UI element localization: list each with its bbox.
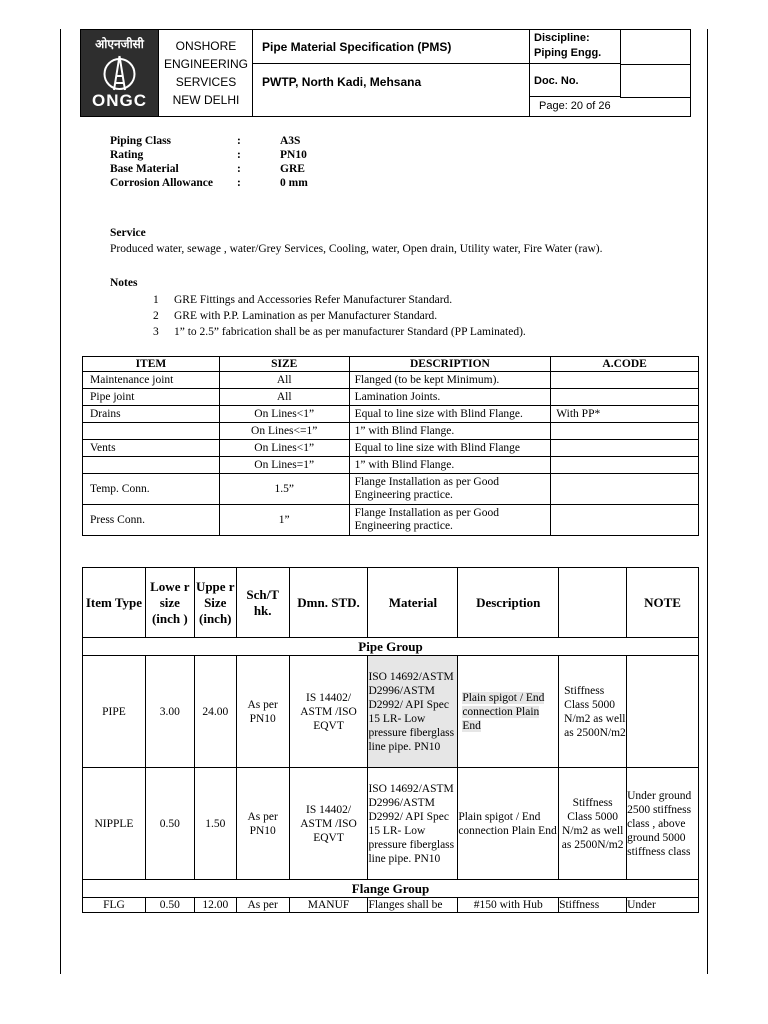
upper-size-cell: 24.00 [194,656,236,768]
description-cell: Equal to line size with Blind Flange. [349,406,551,423]
note-number: 1 [153,294,159,306]
material-cell: ISO 14692/ASTM D2996/ASTM D2992/ API Spec 15 LR- Low pressure fiberglass line pipe. PN10 [368,768,458,880]
service-text: Produced water, sewage , water/Grey Services, Cooling, water, Open drain, Utility water, Fire Water (raw). [110,243,603,255]
info-sep: : [237,177,241,189]
doc-no-label: Doc. No. [529,64,620,97]
flange-group-label: Flange Group [83,880,699,898]
col-header-sch-thk: Sch/T hk. [236,568,289,638]
note-cell: Under ground 2500 stiffness class , above ground 5000 stiffness class [627,768,699,880]
info-sep: : [237,163,241,175]
material-cell: ISO 14692/ASTM D2996/ASTM D2992/ API Spec 15 LR- Low pressure fiberglass line pipe. PN10 [368,656,458,768]
size-cell: All [219,372,349,389]
col-header-material: Material [368,568,458,638]
col-header-acode: A.CODE [551,357,699,372]
note-text: GRE Fittings and Accessories Refer Manufacturer Standard. [174,294,453,306]
dmn-std-cell: MANUF [289,898,368,913]
description-cell: Lamination Joints. [349,389,551,406]
item-type-cell: NIPPLE [83,768,146,880]
sch-thk-cell: As per PN10 [236,656,289,768]
item-cell: Drains [83,406,220,423]
table-row [83,440,699,457]
company-line: SERVICES [175,75,237,89]
document-title: Pipe Material Specification (PMS) [252,30,529,64]
item-cell: Maintenance joint [83,372,220,389]
col-header-description: Description [458,568,559,638]
item-cell [83,423,220,440]
oil-derrick-icon [97,52,142,92]
item-cell [83,457,220,474]
info-value: GRE [280,163,305,175]
col-header-lower-size: Lowe r size (inch ) [145,568,194,638]
description-cell: Equal to line size with Blind Flange [349,440,551,457]
info-value: A3S [280,135,301,147]
stiffness-cell: Stiffness Class 5000 N/m2 as well as 2500N/m2 [559,656,627,768]
table-row [83,656,699,768]
lower-size-cell: 3.00 [145,656,194,768]
item-cell: Temp. Conn. [83,474,220,505]
group-row [83,638,699,656]
size-cell: On Lines=1” [219,457,349,474]
col-header-blank [559,568,627,638]
acode-cell [551,474,699,505]
info-key: Base Material [110,163,179,175]
description-cell: Flange Installation as per Good Engineering practice. [349,474,551,505]
notes-heading: Notes [110,277,138,289]
size-cell: All [219,389,349,406]
size-cell: 1.5” [219,474,349,505]
table-row [83,457,699,474]
sch-thk-cell: As per [236,898,289,913]
info-key: Corrosion Allowance [110,177,213,189]
table-row [83,898,699,913]
material-cell: Flanges shall be [368,898,458,913]
lower-size-cell: 0.50 [145,768,194,880]
description-cell: 1” with Blind Flange. [349,423,551,440]
dmn-std-cell: IS 14402/ ASTM /ISO EQVT [289,768,368,880]
discipline-blank-cell [620,30,691,65]
note-text: GRE with P.P. Lamination as per Manufacturer Standard. [174,310,438,322]
size-cell: On Lines<1” [219,440,349,457]
info-value: 0 mm [280,177,308,189]
col-header-note: NOTE [627,568,699,638]
company-line: NEW DELHI [172,93,240,107]
note-number: 2 [153,310,159,322]
size-cell: On Lines<=1” [219,423,349,440]
note-cell [627,656,699,768]
discipline-label: Discipline: [534,32,590,44]
info-key: Rating [110,149,144,161]
col-header-size: SIZE [219,357,349,372]
col-header-item: ITEM [83,357,220,372]
col-header-description: DESCRIPTION [349,357,551,372]
size-cell: 1” [219,505,349,536]
description-cell [458,656,559,768]
note-text: 1” to 2.5” fabrication shall be as per manufacturer Standard (PP Laminated). [174,326,526,338]
acode-cell [551,389,699,406]
description-text: Plain spigot / End connection Plain End [462,691,545,732]
description-cell: Plain spigot / End connection Plain End [458,768,559,880]
table-row [83,768,699,880]
description-cell: 1” with Blind Flange. [349,457,551,474]
pipe-group-label: Pipe Group [83,638,699,656]
size-cell: On Lines<1” [219,406,349,423]
group-row [83,880,699,898]
company-name [158,30,253,116]
left-margin-line [60,29,61,974]
upper-size-cell: 1.50 [194,768,236,880]
lower-size-cell: 0.50 [145,898,194,913]
discipline-cell [529,30,620,64]
logo-hindi-text: ओएनजीसी [95,37,144,51]
stiffness-cell: Stiffness Class 5000 N/m2 as well as 2500N/m2 [559,768,627,880]
note-number: 3 [153,326,159,338]
logo-ongc-text: ONGC [92,91,147,110]
dmn-std-cell: IS 14402/ ASTM /ISO EQVT [289,656,368,768]
project-name: PWTP, North Kadi, Mehsana [252,64,529,116]
company-logo [81,30,158,116]
col-header-upper-size: Uppe r Size (inch) [194,568,236,638]
sch-thk-cell: As per PN10 [236,768,289,880]
right-margin-line [707,29,708,974]
stiffness-cell: Stiffness [559,898,627,913]
document-header [80,29,691,117]
acode-cell [551,440,699,457]
table-header-row [83,568,699,638]
info-key: Piping Class [110,135,172,147]
table-header-row [83,357,699,372]
description-cell: Flange Installation as per Good Engineering practice. [349,505,551,536]
item-cell: Vents [83,440,220,457]
acode-cell: With PP* [551,406,699,423]
doc-no-value [620,64,691,98]
table-row [83,505,699,536]
material-table [82,567,699,913]
info-sep: : [237,149,241,161]
company-line: ENGINEERING [163,57,248,71]
col-header-dmn-std: Dmn. STD. [289,568,368,638]
item-type-cell: PIPE [83,656,146,768]
acode-cell [551,372,699,389]
acode-cell [551,505,699,536]
items-table [82,356,699,536]
acode-cell [551,423,699,440]
service-heading: Service [110,227,146,239]
table-row [83,423,699,440]
info-sep: : [237,135,241,147]
company-line: ONSHORE [175,39,237,53]
acode-cell [551,457,699,474]
item-cell: Press Conn. [83,505,220,536]
table-row [83,474,699,505]
table-row [83,406,699,423]
table-row [83,372,699,389]
page-number: Page: 20 of 26 [529,97,690,116]
info-value: PN10 [280,149,307,161]
col-header-item-type: Item Type [83,568,146,638]
description-cell: #150 with Hub [458,898,559,913]
table-row [83,389,699,406]
description-cell: Flanged (to be kept Minimum). [349,372,551,389]
note-cell: Under [627,898,699,913]
item-type-cell: FLG [83,898,146,913]
item-cell: Pipe joint [83,389,220,406]
upper-size-cell: 12.00 [194,898,236,913]
discipline-value: Piping Engg. [534,47,602,59]
